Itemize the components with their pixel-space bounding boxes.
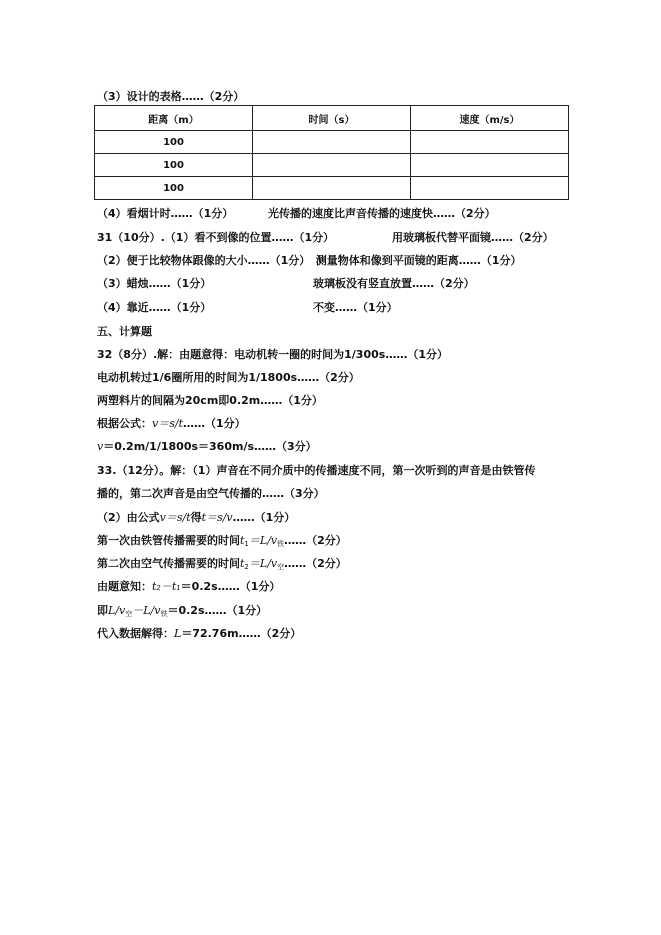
table-cell bbox=[253, 177, 411, 200]
formula-var: t bbox=[240, 534, 245, 547]
formula-var: v bbox=[97, 440, 104, 453]
table-header-row bbox=[95, 106, 569, 131]
section-title: 五、计算题 bbox=[97, 325, 152, 338]
formula: t₂－t₁ bbox=[152, 580, 181, 593]
formula: －L/v bbox=[132, 604, 161, 617]
table-heading: （3）设计的表格……（2分） bbox=[97, 90, 245, 103]
q31-part3-a: （3）蜡烛……（1分） bbox=[97, 277, 212, 290]
score: ……（2分） bbox=[284, 534, 347, 547]
formula: L/v bbox=[108, 604, 126, 617]
q31-part1-b: 用玻璃板代替平面镜……（2分） bbox=[392, 231, 554, 244]
table-cell bbox=[411, 177, 569, 200]
table-cell bbox=[253, 131, 411, 154]
q33-line7 bbox=[97, 604, 267, 621]
score: ……（1分） bbox=[183, 417, 246, 430]
subscript: 铁 bbox=[277, 540, 285, 548]
q4-answer-b: 光传播的速度比声音传播的速度快……（2分） bbox=[268, 207, 496, 220]
formula-rest: ＝0.2s……（1分） bbox=[180, 580, 281, 593]
header-time: 时间（s） bbox=[253, 106, 411, 131]
subscript: 空 bbox=[277, 563, 285, 571]
q32-line4 bbox=[97, 417, 246, 431]
formula: t＝s/v bbox=[201, 511, 233, 524]
data-table bbox=[94, 105, 569, 200]
q33-line3 bbox=[97, 511, 295, 525]
table-cell bbox=[411, 131, 569, 154]
formula-label: 第二次由空气传播需要的时间 bbox=[97, 557, 240, 570]
subscript: 空 bbox=[125, 610, 133, 618]
formula: v＝s/t bbox=[159, 511, 191, 524]
header-speed: 速度（m/s） bbox=[411, 106, 569, 131]
q33-line4 bbox=[97, 534, 347, 551]
formula-label: 由题意知： bbox=[97, 580, 152, 593]
formula: v＝s/t bbox=[152, 417, 183, 430]
formula-label: （2）由公式 bbox=[97, 511, 160, 524]
subscript: 2 bbox=[244, 563, 249, 571]
header-distance: 距离（m） bbox=[95, 106, 253, 131]
connector: 得 bbox=[190, 511, 202, 524]
formula-rest: ＝72.76m……（2分） bbox=[181, 627, 302, 640]
subscript: 铁 bbox=[160, 610, 168, 618]
table-cell bbox=[253, 154, 411, 177]
formula-label: 代入数据解得： bbox=[97, 627, 174, 640]
q32-line2: 电动机转过1/6圈所用的时间为1/1800s……（2分） bbox=[97, 371, 360, 384]
score: ……（1分） bbox=[232, 511, 296, 524]
table-row bbox=[95, 131, 569, 154]
formula: ＝L/v bbox=[248, 557, 278, 570]
q32-line1: 32（8分）.解：由题意得：电动机转一圈的时间为1/300s……（1分） bbox=[97, 348, 448, 361]
table-cell: 100 bbox=[95, 131, 253, 154]
table-cell: 100 bbox=[95, 154, 253, 177]
q31-part4-b: 不变……（1分） bbox=[313, 301, 398, 314]
q33-line8 bbox=[97, 627, 301, 641]
q31-part4-a: （4）靠近……（1分） bbox=[97, 301, 212, 314]
formula-rest: ＝0.2m/1/1800s＝360m/s……（3分） bbox=[103, 440, 317, 453]
score: ……（2分） bbox=[284, 557, 347, 570]
formula-label: 根据公式： bbox=[97, 417, 152, 430]
table-cell: 100 bbox=[95, 177, 253, 200]
q32-line5 bbox=[97, 440, 317, 454]
formula: ＝L/v bbox=[248, 534, 278, 547]
subscript: 1 bbox=[244, 540, 249, 548]
formula-var: t bbox=[240, 557, 245, 570]
q31-part3-b: 玻璃板没有竖直放置……（2分） bbox=[313, 277, 475, 290]
q33-line1: 33.（12分）。解：（1）声音在不同介质中的传播速度不同，第一次听到的声音是由铁管传 bbox=[97, 464, 536, 477]
table-cell bbox=[411, 154, 569, 177]
q33-line5 bbox=[97, 557, 347, 574]
q33-line2: 播的，第二次声音是由空气传播的……（3分） bbox=[97, 487, 325, 500]
q4-answer-a: （4）看烟计时……（1分） bbox=[97, 207, 234, 220]
table-row bbox=[95, 154, 569, 177]
q31-part2: （2）便于比较物体跟像的大小……（1分） 测量物体和像到平面镜的距离……（1分） bbox=[97, 254, 522, 267]
formula-rest: ＝0.2s……（1分） bbox=[167, 604, 268, 617]
q33-line6 bbox=[97, 580, 280, 594]
formula-label: 即 bbox=[97, 604, 108, 617]
formula-label: 第一次由铁管传播需要的时间 bbox=[97, 534, 240, 547]
formula-var: L bbox=[174, 627, 182, 640]
q32-line3: 两塑料片的间隔为20cm即0.2m……（1分） bbox=[97, 394, 323, 407]
table-row bbox=[95, 177, 569, 200]
q31-part1-a: 31（10分）.（1）看不到像的位置……（1分） bbox=[97, 231, 335, 244]
